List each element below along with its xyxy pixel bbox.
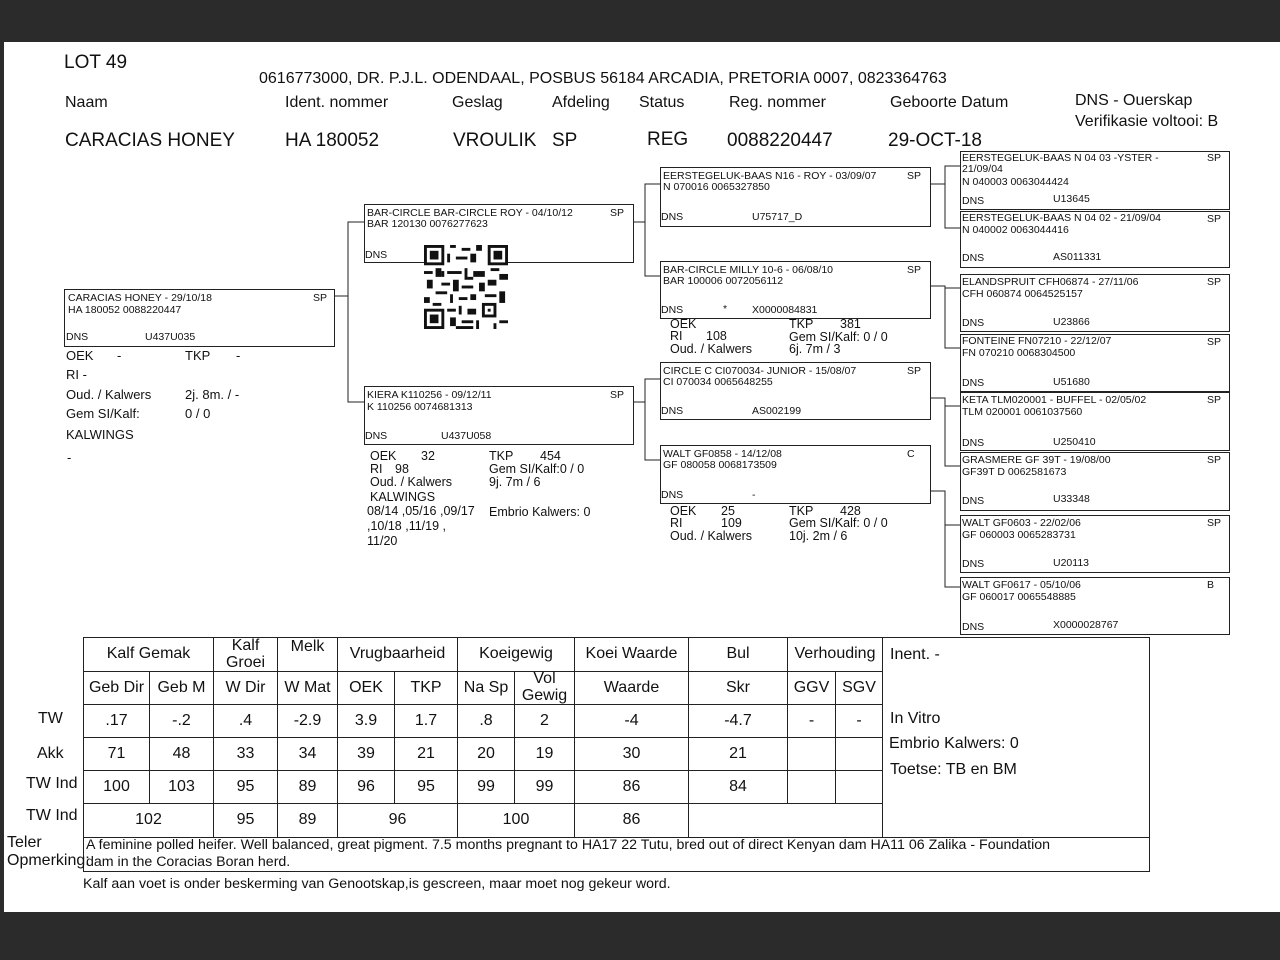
tw-geb-m: -.2 [149,704,214,738]
gp3-dns-label: DNS [661,405,684,417]
ggp2-code: SP [1207,213,1222,225]
group-bul: Bul [688,637,788,672]
qr-code-image [422,245,510,329]
twind2-koeigewig: 100 [457,803,575,838]
group-koeigewig: Koeigewig [457,637,575,672]
side-inent: Inent. - [890,646,940,663]
gp4-tkp-label: TKP [789,504,814,518]
ggp1-dns-value: U13645 [1053,193,1090,205]
ggp7-dns-value: U20113 [1053,557,1090,569]
akk-geb-m: 48 [149,737,214,771]
pedigree-grandparent-box-3 [660,362,931,420]
pedigree-ggp-box-2 [960,211,1230,268]
sub-tkp: TKP [394,671,458,705]
gp3-code: SP [907,365,922,377]
row-label-tw-ind: TW Ind [26,775,78,792]
tw-vol-gewig: 2 [514,704,575,738]
twind-oek: 96 [337,770,395,804]
ggp3-dns-label: DNS [962,317,985,329]
akk-sgv [835,737,883,771]
group-vrugbaarheid: Vrugbaarheid [337,637,458,672]
akk-w-mat: 34 [277,737,338,771]
animal-geslag: VROULIK [453,130,537,151]
dam-dns-label: DNS [365,430,388,442]
ggp8-title: WALT GF0617 - 05/10/06 [962,579,1081,591]
group-koei-waarde: Koei Waarde [574,637,689,672]
animal-status: REG [647,129,689,150]
ggp2-dns-label: DNS [962,252,985,264]
subject-oek-label: OEK [66,348,94,363]
ggp5-dns-value: U250410 [1053,436,1096,448]
ggp6-title: GRASMERE GF 39T - 19/08/00 [962,454,1111,466]
pedigree-ggp-box-6 [960,452,1230,511]
owner-line: 0616773000, DR. P.J.L. ODENDAAL, POSBUS 56184 ARCADIA, PRETORIA 0007, 0823364763 [259,70,947,87]
twind-vol-gewig: 99 [514,770,575,804]
gp2-code: SP [907,264,922,276]
header-naam: Naam [65,94,108,111]
tw-skr: -4.7 [688,704,788,738]
gp2-dns-label: DNS [661,304,684,316]
lot-number: LOT 49 [64,52,128,73]
remarks-text-line1: A feminine polled heifer. Well balanced, great pigment. 7.5 months pregnant to HA17 22 Tutu, bred out of direct Kenyan dam HA11 06 Zalika - Foundation [86,837,1051,853]
subject-kalwings: KALWINGS [66,427,134,442]
tw-w-dir: .4 [213,704,278,738]
dam-kalwings-line3: 11/20 [367,534,398,548]
ggp6-dns-value: U33348 [1053,493,1090,505]
ggp1-id: N 040003 0063044424 [962,176,1069,188]
pedigree-ggp-box-4 [960,334,1230,392]
gp4-oud-value: 10j. 2m / 6 [789,529,848,543]
header-ident: Ident. nommer [285,94,389,111]
side-toetse: Toetse: TB en BM [890,761,1017,778]
bottom-dark-bar [0,918,1280,960]
ggp4-dns-value: U51680 [1053,376,1090,388]
ggp2-dns-value: AS011331 [1053,251,1102,263]
gp4-gem: Gem SI/Kalf: 0 / 0 [789,516,888,530]
sire-id: BAR 120130 0076277623 [367,218,488,230]
tw-sgv: - [835,704,883,738]
header-afdeling: Afdeling [552,94,610,111]
ggp1-title: EERSTEGELUK-BAAS N 04 03 -YSTER - [962,152,1159,164]
animal-geboorte: 29-OCT-18 [888,130,982,151]
gp4-ri-label: RI [670,516,683,530]
gp3-id: CI 070034 0065648255 [663,376,773,388]
dam-gem: Gem SI/Kalf:0 / 0 [489,462,585,476]
dam-tkp-label: TKP [489,449,514,463]
gp2-tkp-value: 381 [840,317,861,331]
footer-note: Kalf aan voet is onder beskerming van Genootskap,is gescreen, maar moet nog gekeur word. [83,876,671,892]
pedigree-grandparent-box-2 [660,261,931,319]
akk-na-sp: 20 [457,737,515,771]
header-status: Status [639,94,685,111]
ggp1-dns-label: DNS [962,195,985,207]
subject-title: CARACIAS HONEY - 29/10/18 [68,292,212,304]
gp2-dns-value: X0000084831 [752,304,818,316]
ggp5-id: TLM 020001 0061037560 [962,406,1083,418]
dam-title: KIERA K110256 - 09/12/11 [367,389,492,401]
sub-skr: Skr [688,671,788,705]
akk-tkp: 21 [394,737,458,771]
ggp5-dns-label: DNS [962,437,985,449]
akk-waarde: 30 [574,737,689,771]
gp2-oek-label: OEK [670,317,697,331]
row-label-akk: Akk [37,745,64,762]
ggp4-code: SP [1207,336,1222,348]
twind2-kalf-groei: 95 [213,803,278,838]
ggp8-code: B [1207,579,1215,591]
dam-dns-value: U437U058 [441,430,492,442]
dam-oud-value: 9j. 7m / 6 [489,475,541,489]
ggp6-dns-label: DNS [962,495,985,507]
subject-dns-label: DNS [66,331,89,343]
pedigree-dam-box [364,386,634,445]
sub-ggv: GGV [787,671,836,705]
sub-oek: OEK [337,671,395,705]
ggp6-id: GF39T D 0062581673 [962,466,1067,478]
twind-w-mat: 89 [277,770,338,804]
gp2-title: BAR-CIRCLE MILLY 10-6 - 06/08/10 [663,264,834,276]
header-reg: Reg. nommer [729,94,826,111]
tw-tkp: 1.7 [394,704,458,738]
gp2-oud-value: 6j. 7m / 3 [789,342,841,356]
ggp7-dns-label: DNS [962,558,985,570]
pedigree-grandparent-box-1 [660,167,931,227]
gp4-id: GF 080058 0068173509 [663,459,777,471]
remarks-label-teler: Teler [7,834,42,851]
ggp5-code: SP [1207,394,1222,406]
side-in-vitro: In Vitro [890,710,941,727]
tw-na-sp: .8 [457,704,515,738]
twind2-kalf-gemak: 102 [83,803,214,838]
subject-kalwings-dash: - [67,450,72,465]
pedigree-ggp-box-1 [960,151,1230,210]
group-kalf-groei: Kalf Groei [213,637,278,672]
sub-w-dir: W Dir [213,671,278,705]
dam-id: K 110256 0074681313 [367,401,473,413]
gp4-ri-value: 109 [721,516,742,530]
akk-geb-dir: 71 [83,737,150,771]
sub-waarde: Waarde [574,671,689,705]
gp4-dns-label: DNS [661,489,684,501]
ggp3-title: ELANDSPRUIT CFH06874 - 27/11/06 [962,276,1139,288]
row-label-tw-ind-2: TW Ind [26,807,78,824]
subject-code: SP [313,292,328,304]
gp2-oud-label: Oud. / Kalwers [670,342,752,356]
sub-geb-dir: Geb Dir [83,671,150,705]
sire-dns-label: DNS [365,249,388,261]
akk-vol-gewig: 19 [514,737,575,771]
dam-code: SP [610,389,625,401]
twind-waarde: 86 [574,770,689,804]
tw-ggv: - [787,704,836,738]
ggp7-title: WALT GF0603 - 22/02/06 [962,517,1081,529]
twind-w-dir: 95 [213,770,278,804]
twind2-melk: 89 [277,803,338,838]
sub-vol-gewig: Vol Gewig [514,671,575,705]
gp1-id: N 070016 0065327850 [663,181,770,193]
sub-na-sp: Na Sp [457,671,515,705]
ggp3-code: SP [1207,276,1222,288]
ggp2-title: EERSTEGELUK-BAAS N 04 02 - 21/09/04 [962,212,1162,224]
dam-kalwings: KALWINGS [370,490,436,504]
subject-oek-value: - [117,348,122,363]
tw-oek: 3.9 [337,704,395,738]
dam-tkp-value: 454 [540,449,561,463]
ggp1-code: SP [1207,152,1222,164]
pedigree-ggp-box-3 [960,274,1230,332]
gp1-code: SP [907,170,922,182]
gp4-dns-value: - [752,489,756,501]
ggp2-id: N 040002 0063044416 [962,224,1069,236]
ggp1-title-line2: 21/09/04 [962,163,1003,175]
dns-ouerskap: DNS - Ouerskap [1075,92,1193,109]
gp4-oek-label: OEK [670,504,697,518]
ggp3-dns-value: U23866 [1053,316,1090,328]
group-melk: Melk [277,637,338,672]
subject-dns-value: U437U035 [145,331,196,343]
gp1-dns-value: U75717_D [752,211,803,223]
subject-oud-value: 2j. 8m. / - [185,387,240,402]
pedigree-ggp-box-7 [960,515,1230,573]
sire-title: BAR-CIRCLE BAR-CIRCLE ROY - 04/10/12 [367,207,573,219]
twind2-vrugbaarheid: 96 [337,803,458,838]
akk-skr: 21 [688,737,788,771]
twind2-koei-waarde: 86 [574,803,689,838]
akk-oek: 39 [337,737,395,771]
subject-oud-label: Oud. / Kalwers [66,387,152,402]
tw-waarde: -4 [574,704,689,738]
subject-gem-label: Gem SI/Kalf: [66,406,140,421]
twind-tkp: 95 [394,770,458,804]
pedigree-grandparent-box-4 [660,445,931,504]
gp4-tkp-value: 428 [840,504,861,518]
dam-kalwings-line1: 08/14 ,05/16 ,09/17 [367,504,475,518]
gp3-dns-value: AS002199 [752,405,802,417]
ggp8-dns-label: DNS [962,621,985,633]
gp4-code: C [907,448,915,460]
gp2-id: BAR 100006 0072056112 [663,275,784,287]
ggp8-id: GF 060017 0065548885 [962,591,1076,603]
twind-geb-dir: 100 [83,770,150,804]
twind-na-sp: 99 [457,770,515,804]
subject-tkp-label: TKP [185,348,211,363]
gp1-title: EERSTEGELUK-BAAS N16 - ROY - 03/09/07 [663,170,877,182]
dam-embrio: Embrio Kalwers: 0 [489,505,591,519]
dam-oud-label: Oud. / Kalwers [370,475,452,489]
gp4-oud-label: Oud. / Kalwers [670,529,752,543]
twind-sgv [835,770,883,804]
gp4-title: WALT GF0858 - 14/12/08 [663,448,782,460]
group-kalf-gemak: Kalf Gemak [83,637,214,672]
pedigree-subject-box [64,289,335,347]
dam-kalwings-line2: ,10/18 ,11/19 , [367,519,446,533]
twind2-empty [688,803,883,838]
gp1-dns-label: DNS [661,211,684,223]
gp2-ri-label: RI [670,329,683,343]
ggp8-dns-value: X0000028767 [1053,619,1119,631]
ggp4-id: FN 070210 0068304500 [962,347,1076,359]
animal-afdeling: SP [552,130,578,151]
remarks-label-opmerking: Opmerking: [7,852,90,869]
ggp6-code: SP [1207,454,1222,466]
sub-sgv: SGV [835,671,883,705]
gp2-gem: Gem SI/Kalf: 0 / 0 [789,330,888,344]
akk-ggv [787,737,836,771]
group-verhouding: Verhouding [787,637,883,672]
ggp5-title: KETA TLM020001 - BUFFEL - 02/05/02 [962,394,1147,406]
subject-id: HA 180052 0088220447 [68,304,182,316]
animal-reg: 0088220447 [727,130,833,151]
subject-gem-value: 0 / 0 [185,406,211,421]
tw-w-mat: -2.9 [277,704,338,738]
sub-geb-m: Geb M [149,671,214,705]
animal-name: CARACIAS HONEY [65,130,235,151]
ggp7-code: SP [1207,517,1222,529]
animal-ident: HA 180052 [285,130,380,151]
twind-skr: 84 [688,770,788,804]
remarks-text-line2: dam in the Coracias Boran herd. [86,854,291,870]
ggp4-title: FONTEINE FN07210 - 22/12/07 [962,335,1112,347]
twind-geb-m: 103 [149,770,214,804]
gp2-dns-star: * [723,303,728,315]
ggp7-id: GF 060003 0065283731 [962,529,1076,541]
gp2-ri-value: 108 [706,329,727,343]
dam-oek-label: OEK [370,449,397,463]
gp4-oek-value: 25 [721,504,735,518]
row-label-tw: TW [38,710,63,727]
ggp4-dns-label: DNS [962,377,985,389]
header-geslag: Geslag [452,94,503,111]
sire-code: SP [610,207,625,219]
ggp3-id: CFH 060874 0064525157 [962,288,1083,300]
sub-w-mat: W Mat [277,671,338,705]
tw-geb-dir: .17 [83,704,150,738]
subject-ri: RI - [66,367,87,382]
header-geboorte: Geboorte Datum [890,94,1009,111]
subject-tkp-value: - [236,348,241,363]
twind-ggv [787,770,836,804]
dam-oek-value: 32 [421,449,435,463]
gp3-title: CIRCLE C CI070034- JUNIOR - 15/08/07 [663,365,857,377]
akk-w-dir: 33 [213,737,278,771]
pedigree-ggp-box-5 [960,392,1230,451]
side-embrio: Embrio Kalwers: 0 [889,735,1019,752]
dam-ri-value: 98 [395,462,409,476]
dam-ri-label: RI [370,462,383,476]
dns-verifikasie: Verifikasie voltooi: B [1075,113,1219,130]
gp2-tkp-label: TKP [789,317,814,331]
pedigree-ggp-box-8 [960,577,1230,635]
